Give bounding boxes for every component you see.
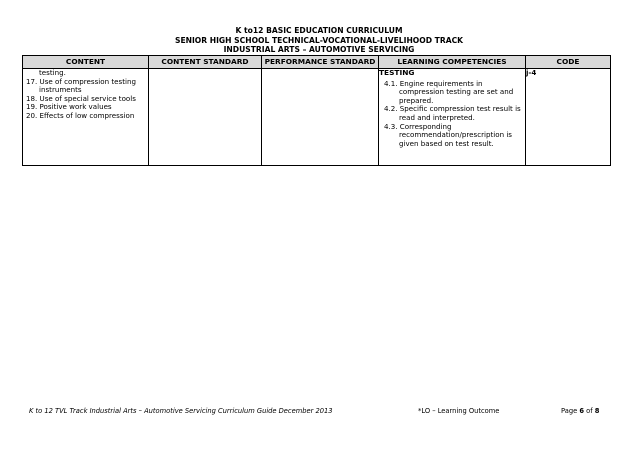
content-item: 20. Effects of low compression bbox=[26, 110, 135, 120]
header-title: K to12 BASIC EDUCATION CURRICULUM bbox=[235, 26, 403, 35]
footer-document-title: K to 12 TVL Track Industrial Arts – Automotive Servicing Curriculum Guide December 2013 bbox=[29, 407, 333, 415]
code-cell: j-4 bbox=[526, 69, 611, 166]
content-continuation: testing. bbox=[39, 68, 66, 77]
page-total: 8 bbox=[594, 407, 600, 415]
table-header-row bbox=[23, 56, 611, 69]
footer-page-number bbox=[561, 407, 599, 415]
header-track: SENIOR HIGH SCHOOL TECHNICAL-VOCATIONAL-LIVELIHOOD TRACK bbox=[174, 35, 464, 45]
competency-item: 4.2. Specific compression test result is read and interpreted. bbox=[384, 104, 521, 122]
page-current: 6 bbox=[579, 407, 584, 415]
competency-item: 4.1. Engine requirements in compression testing are set and prepared. bbox=[384, 78, 514, 105]
curriculum-table bbox=[22, 55, 611, 166]
content-cell bbox=[23, 69, 149, 166]
column-header-content: CONTENT bbox=[23, 56, 149, 69]
column-header-code: CODE bbox=[526, 56, 611, 69]
page-prefix: Page bbox=[561, 407, 578, 415]
content-item-continuation: instruments bbox=[39, 85, 82, 95]
performance-standard-cell bbox=[262, 69, 379, 166]
document-header bbox=[0, 26, 638, 55]
column-header-learning-competencies: LEARNING COMPETENCIES bbox=[379, 56, 526, 69]
column-header-performance-standard: PERFORMANCE STANDARD bbox=[262, 56, 379, 69]
content-item: 19. Positive work values bbox=[26, 102, 112, 112]
table-row bbox=[23, 69, 611, 166]
competency-item: 4.3. Corresponding recommendation/prescription is given based on test result. bbox=[384, 121, 512, 148]
header-specialization: INDUSTRIAL ARTS – AUTOMOTIVE SERVICING bbox=[223, 45, 415, 54]
content-standard-cell bbox=[149, 69, 262, 166]
column-header-content-standard: CONTENT STANDARD bbox=[149, 56, 262, 69]
content-item: 18. Use of special service tools bbox=[26, 93, 136, 103]
content-item: 17. Use of compression testing bbox=[26, 76, 136, 86]
learning-competencies-cell bbox=[379, 69, 526, 166]
footer-legend: *LO – Learning Outcome bbox=[418, 407, 500, 415]
page-of: of bbox=[586, 407, 593, 415]
competency-heading: TESTING bbox=[379, 68, 415, 77]
